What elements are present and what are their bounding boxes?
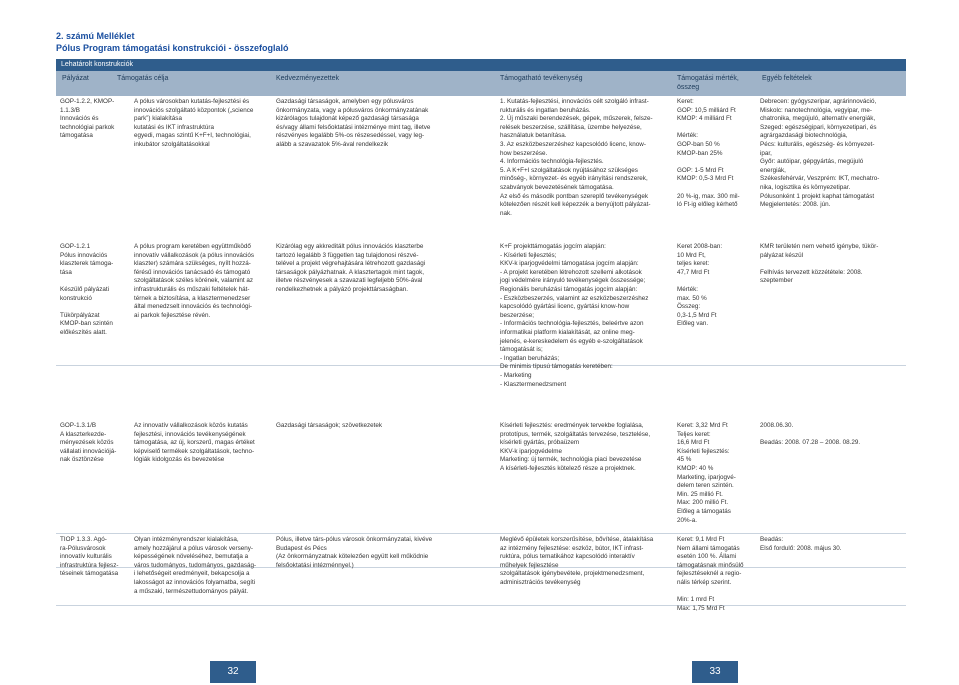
document-title: Pólus Program támogatási konstrukciói - összefoglaló [56, 43, 289, 53]
row2-egyeb: KMR területén nem vehető igénybe, tükör- pályázat készül Felhívás tervezett közzététele: 2008. szeptember [760, 243, 879, 285]
row3-kedvezmenyezettek: Gazdasági társaságok; szövetkezetek [276, 422, 383, 429]
row2-cel: A pólus program keretében együttműködő innovatív vállalkozások (a pólus innovációs klaszter) számára szükséges, nyílt hozzá- férésű innovációs tanácsadó és támogató szolgáltatások széles körének, valamint az infrastrukturális és műszaki feltételek hát- térnek a biztosítása, a klasztermenedzser által menedzselt innovációs és technológi- ai parkok fejlesztése révén. [134, 243, 255, 319]
row1-palyazat: GOP-1.2.2, KMOP- 1.1.3/B Innovációs és technológiai parkok támogatása [60, 98, 115, 140]
row-divider [56, 605, 906, 606]
row2-palyazat: GOP-1.2.1 Pólus innovációs klaszterek támoga- tása Készülő pályázati konstrukció Tükörpályázat KMOP-ban szintén előkészítés alatt. [60, 243, 114, 336]
row2-mertek: Keret 2008-ban: 10 Mrd Ft, teljes keret: 47,7 Mrd Ft Mérték: max. 50 % Összeg: 0,3-1,5 Mrd Ft Előleg van. [677, 243, 723, 328]
category-bar: Lehatárolt konstrukciók [56, 59, 906, 71]
row3-cel: Az innovatív vállalkozások közös kutatás fejlesztési, innovációs tevékenységének támogatása, az új, korszerű, magas értéket képviselő termékek szolgáltatások, techno- lógiák kidolgozás és bevezetése [134, 422, 255, 464]
row3-mertek: Keret: 3,32 Mrd Ft Teljes keret: 16,6 Mrd Ft Kísérleti fejlesztés: 45 % KMOP: 40 % Marketing, iparjogvé- delem teren szintén. Min. 25 millió Ft. Max: 200 millió Ft. Előleg a támogatás 20%-a. [677, 422, 736, 524]
row4-tevekenyseg: Meglévő épületek korszerűsítése, bővítése, átalakítása az intézmény fejlesztése: eszköz, bútor, IKT infrast- ruktúra, pólus tematikához kapcsolódó interaktív műhelyek fejlesztése szolgáltatások igénybevétele, projektmenedzsment, adminisztrációs tevékenység [500, 536, 654, 586]
row3-tevekenyseg: Kísérleti fejlesztés: eredmények tervekbe foglalása, prototípus, termék, szolgáltatás tervezése, tesztelése, kísérleti gyártás, próbaüzem KKV-k iparjogvédelme Marketing: új termék, technológia piaci bevezetése A kísérleti-fejlesztés kötelező része a projektnek. [500, 422, 651, 472]
col-header-tevekenyseg: Támogatható tevékenység [500, 75, 583, 82]
col-header-kedvezmenyezettek: Kedvezményezettek [276, 75, 340, 82]
page-number-left: 32 [210, 661, 256, 683]
row1-egyeb: Debrecen: gyógyszeripar, agrárinnováció, Miskolc: nanotechnológia, vegyipar, me- chatronika, megújuló, alternatív energiák, Szeged: egészségipari, környezetipari, és agrárgazdasági biotechnológia, Pécs: kulturális, egészség- és környezet- ipar, Győr: autóipar, gépgyártás, megújuló energiák, Székesfehérvár, Veszprém: IKT, mechatro- nika, logisztika és környezetipar. Pólusonként 1 projekt kaphat támogatást Megjelentetés: 2008. jún. [760, 98, 880, 209]
row4-cel: Olyan intézményrendszer kialakítása, amely hozzájárul a pólus városok verseny- képességének növeléséhez, bemutatja a város tudományos, tudományos, gazdaság- i lehetőségeit eredményeit, bekapcsolja a lakosságot az innovációs folyamatba, segíti a műszaki, természettudományos pályát. [134, 536, 257, 595]
page-number-right: 33 [692, 661, 738, 683]
row4-egyeb: Beadás: Első fordulő: 2008. május 30. [760, 536, 842, 552]
row1-mertek: Keret: GOP: 10,5 milliárd Ft KMOP: 4 milliárd Ft Mérték: GOP-ban 50 % KMOP-ban 25% GOP: 1-5 Mrd Ft KMOP: 0,5-3 Mrd Ft 20 %-ig, max. 300 mil- ló Ft-ig előleg kérhető [677, 98, 740, 209]
col-header-palyazat: Pályázat [62, 75, 89, 82]
row4-kedvezmenyezettek: Pólus, illetve társ-pólus városok önkormányzatai, kivéve Budapest és Pécs (Az önkormányzatnak kötelezően együtt kell működnie felsőoktatási intézménnyel.) [276, 536, 433, 569]
row-divider [56, 365, 906, 366]
row4-mertek: Keret: 9,1 Mrd Ft Nem állami támogatás esetén 100 %. Állami támogatásnak minősülő fejlesztéseknél a regio- nális térkép szerint. Min: 1 mrd Ft Max: 1,75 Mrd Ft [677, 536, 744, 612]
row2-tevekenyseg: K+F projekttámogatás jogcím alapján: - Kísérleti fejlesztés; KKV-k iparjogvédelmi támogatása jogcím alapján: - A projekt keretében létrehozott szellemi alkotások jogi védelmére irányuló tevékenységek összessége; Regionális beruházási támogatás jogcím alapján: - Eszközbeszerzés, valamint az eszközbeszerzéshez kapcsolódó gyártási licenc, gyártási know-how beszerzése; - Információs technológia-fejlesztés, beleértve azon informatikai platform kialakítását, az online meg- jelenés, e-kereskedelem és egyéb e-szolgáltatások támogatását is; - Ingatlan beruházás; De minimis típusú támogatás keretében: - Marketing - Klasztermenedzsment [500, 243, 649, 388]
row-divider [56, 533, 906, 534]
row4-palyazat: TIOP 1.3.3. Agó- ra-Pólusvárosok innovatív kulturális infrastruktúra fejlesz- téseinek támogatása [60, 536, 119, 578]
col-header-mertek: Támogatási mérték, összeg [677, 75, 739, 91]
col-header-cel: Támogatás célja [117, 75, 169, 82]
row1-cel: A pólus városokban kutatás-fejlesztési és innovációs szolgáltató központok („science park”) kialakítása kutatási és IKT infrastruktúra egyedi, magas szintű K+F+I, technológiai, inkubátor szolgáltatásokkal [134, 98, 254, 148]
row2-kedvezmenyezettek: Kizárólag egy akkreditált pólus innovációs klaszterbe tartozó legalább 3 független tag tulajdonosi részvé- telével a projekt végrehajtására létrehozott gazdasági társaságok pályázhatnak. A klasztertagok mint tagok, illetve részvényesek a szavazati legfeljebb 50%-ával rendelkezhetnek a pályázó projekttársaságban. [276, 243, 426, 293]
row3-palyazat: GOP-1.3.1/B A klaszterkezde- ményezések közös vállalati innovációjá- nak ösztönzése [60, 422, 117, 464]
row3-egyeb: 2008.06.30. Beadás: 2008. 07.28 – 2008. 08.29. [760, 422, 861, 447]
annex-number: 2. számú Melléklet [56, 31, 135, 41]
col-header-egyeb: Egyéb feltételek [762, 75, 812, 82]
row1-kedvezmenyezettek: Gazdasági társaságok, amelyben egy pólusváros önkormányzata, vagy a pólusváros önkormányzatának kizárólagos tulajdonát képező gazdasági társasága és/vagy állami felsőoktatási intézménye mint tag, illetve részvényes legalább 5%-os részesedéssel, vagy leg- alább a szavazatok 5%-ával rendelkezik [276, 98, 431, 148]
row1-tevekenyseg: 1. Kutatás-fejlesztési, innovációs célt szolgáló infrast- rukturális és ingatlan beruházás. 2. Új műszaki berendezések, gépek, műszerek, felsze- relések beszerzése, szállítása, üzembe helyezése, használatuk betanítása. 3. Az eszközbeszerzéshez kapcsolódó licenc, know- how beszerzése. 4. Információs technológia-fejlesztés. 5. A K+F+I szolgáltatások nyújtásához szükséges minőség-, környezet- és egyéb irányítási rendszerek, szabványok bevezetésének támogatása. Az első és második pontban szereplő tevékenységek kötelezően részét kell képezzék a benyújtott pályázat- nak. [500, 98, 653, 217]
